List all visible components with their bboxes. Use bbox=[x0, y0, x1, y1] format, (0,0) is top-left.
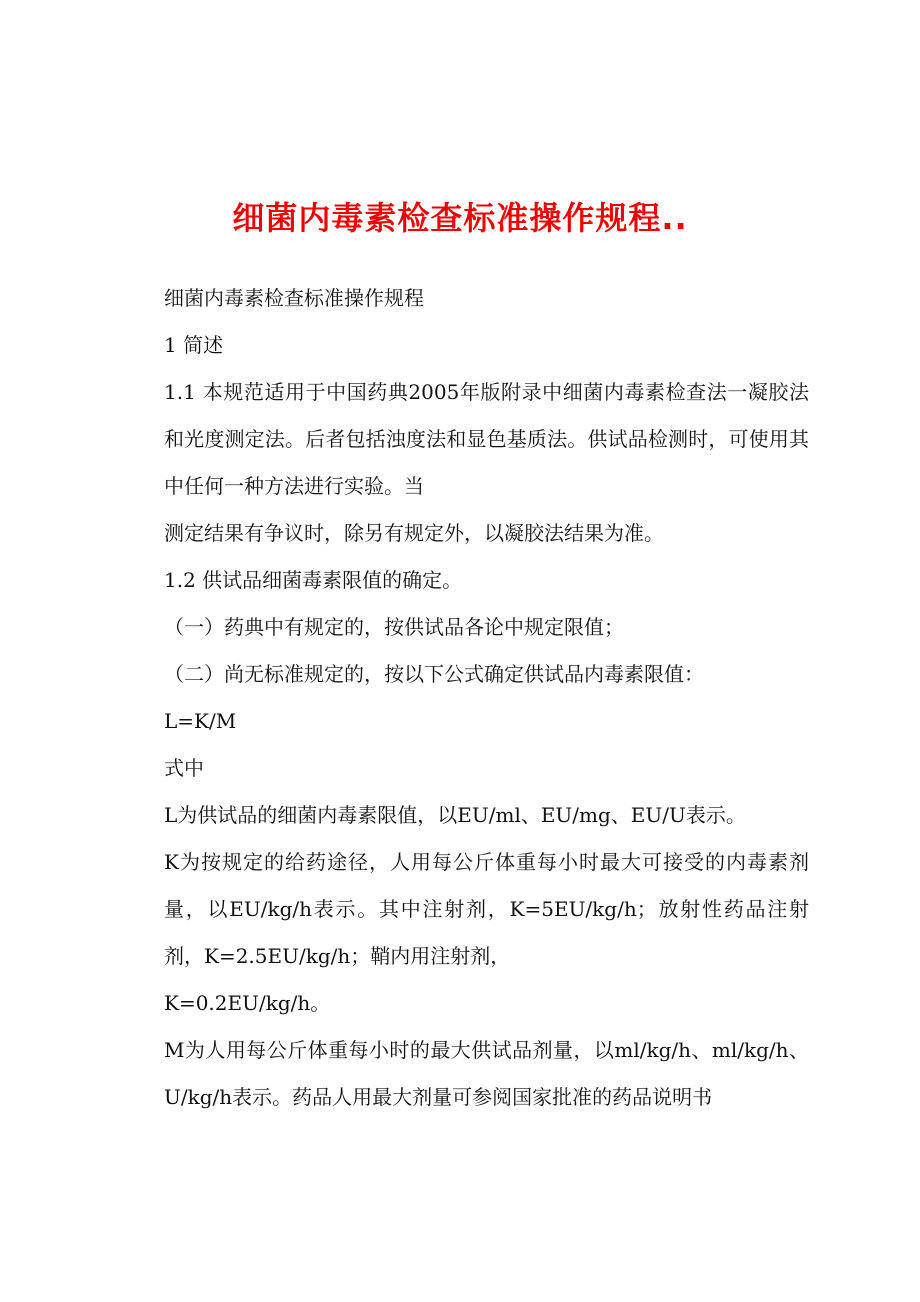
formula-where: 式中 bbox=[164, 756, 204, 780]
paragraph-item-2: （二）尚无标准规定的，按以下公式确定供试品内毒素限值： bbox=[164, 662, 704, 686]
paragraph-1-1: 1.1 本规范适用于中国药典2005年版附录中细菌内毒素检查法一凝胶法和光度测定法。后者包括浊度法和显色基质法。供试品检测时，可使用其中任何一种方法进行实验。当 bbox=[164, 380, 809, 498]
document-body bbox=[164, 275, 809, 1121]
paragraph-item-1: （一）药典中有规定的，按供试品各论中规定限值； bbox=[164, 615, 624, 639]
paragraph-subtitle: 细菌内毒素检查标准操作规程 bbox=[164, 286, 424, 310]
definition-k: K为按规定的给药途径，人用每公斤体重每小时最大可接受的内毒素剂量，以EU/kg/h表示。其中注射剂，K=5EU/kg/h；放射性药品注射剂，K=2.5EU/kg/h；鞘内用注射剂， bbox=[164, 850, 809, 968]
definition-k-intrathecal: K=0.2EU/kg/h。 bbox=[164, 991, 331, 1015]
definition-m: M为人用每公斤体重每小时的最大供试品剂量，以ml/kg/h、ml/kg/h、U/kg/h表示。药品人用最大剂量可参阅国家批准的药品说明书 bbox=[164, 1038, 809, 1109]
formula: L=K/M bbox=[164, 709, 237, 733]
paragraph-dispute: 测定结果有争议时，除另有规定外，以凝胶法结果为准。 bbox=[164, 521, 664, 545]
section-heading-1: 1 简述 bbox=[164, 333, 224, 357]
document-title: 细菌内毒素检查标准操作规程.. bbox=[232, 199, 688, 237]
definition-l: L为供试品的细菌内毒素限值，以EU/ml、EU/mg、EU/U表示。 bbox=[164, 803, 746, 827]
section-heading-1-2: 1.2 供试品细菌毒素限值的确定。 bbox=[164, 568, 463, 592]
